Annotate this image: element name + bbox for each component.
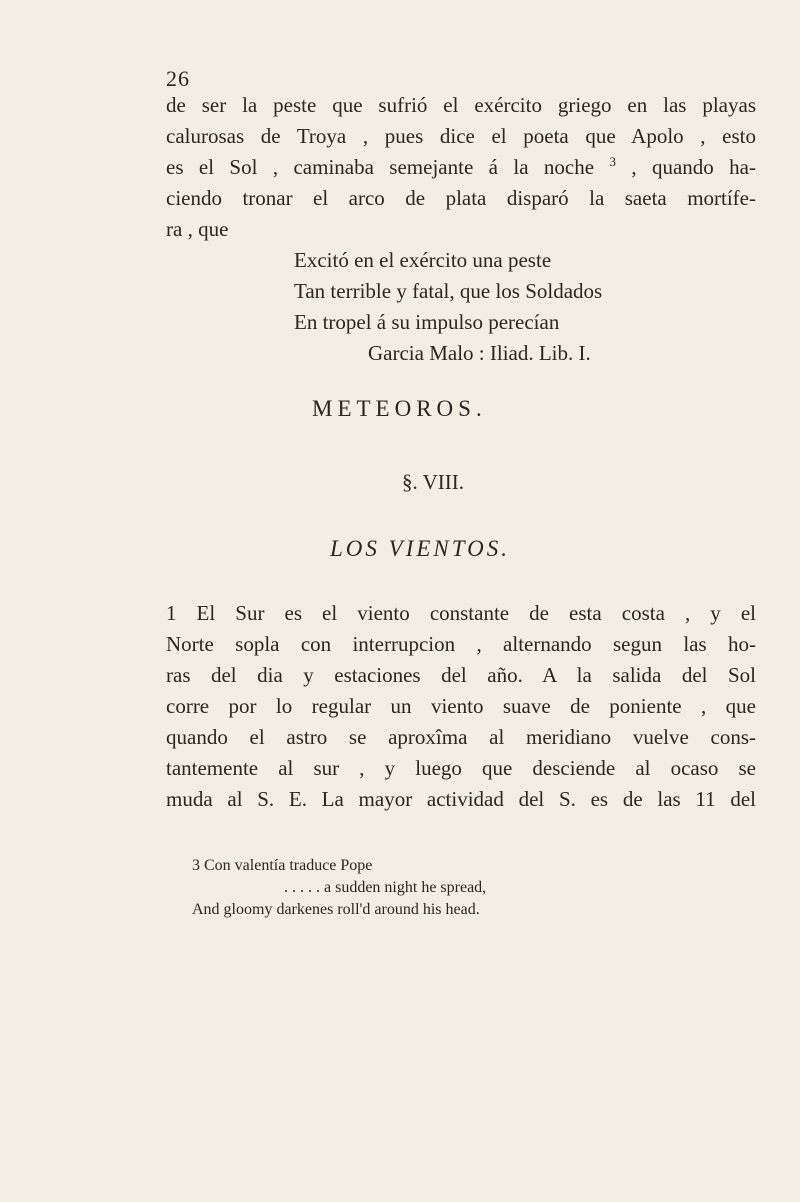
paragraph-2: [166, 598, 756, 815]
paragraph-1-line-tail: , quando ha-: [631, 155, 756, 179]
verse-line: Excitó en el exército una peste: [294, 248, 552, 272]
verse-quotation: [294, 245, 602, 338]
footnote: [180, 855, 486, 921]
footnote-line: 3 Con valentía traduce Pope: [192, 857, 373, 874]
paragraph-1-line: de ser la peste que sufrió el exército griego en las playas: [166, 93, 756, 117]
paragraph-2-line: corre por lo regular un viento suave de poniente , que: [166, 694, 756, 718]
paragraph-1-line: ra , que: [166, 217, 229, 241]
paragraph-2-line: quando el astro se aproxîma al meridiano vuelve cons-: [166, 725, 756, 749]
paragraph-1-line: calurosas de Troya , pues dice el poeta que Apolo , esto: [166, 124, 756, 148]
verse-attribution: Garcia Malo : Iliad. Lib. I.: [368, 341, 591, 365]
paragraph-1-line-text: es el Sol , caminaba semejante á la noche: [166, 155, 595, 179]
page-number: 26: [166, 66, 190, 91]
section-number: §. VIII.: [402, 470, 465, 494]
paragraph-1-line-with-footnote-ref: [166, 152, 756, 183]
footnote-line: And gloomy darkenes roll'd around his head.: [192, 901, 480, 918]
paragraph-1-line: ciendo tronar el arco de plata disparó la saeta mortífe-: [166, 186, 756, 210]
paragraph-2-line: muda al S. E. La mayor actividad del S. es de las 11 del: [166, 787, 756, 811]
footnote-reference: 3: [609, 154, 616, 169]
paragraph-2-line: tantemente al sur , y luego que desciende al ocaso se: [166, 756, 756, 780]
paragraph-1: [166, 90, 756, 245]
section-subtitle: LOS VIENTOS.: [330, 536, 510, 561]
paragraph-2-line: ras del dia y estaciones del año. A la salida del Sol: [166, 663, 756, 687]
section-title: METEOROS.: [312, 396, 487, 421]
footnote-line: . . . . . a sudden night he spread,: [284, 879, 487, 896]
paragraph-2-line: 1 El Sur es el viento constante de esta costa , y el: [166, 601, 756, 625]
verse-line: Tan terrible y fatal, que los Soldados: [294, 279, 603, 303]
paragraph-2-line: Norte sopla con interrupcion , alternando segun las ho-: [166, 632, 756, 656]
verse-line: En tropel á su impulso perecían: [294, 310, 560, 334]
